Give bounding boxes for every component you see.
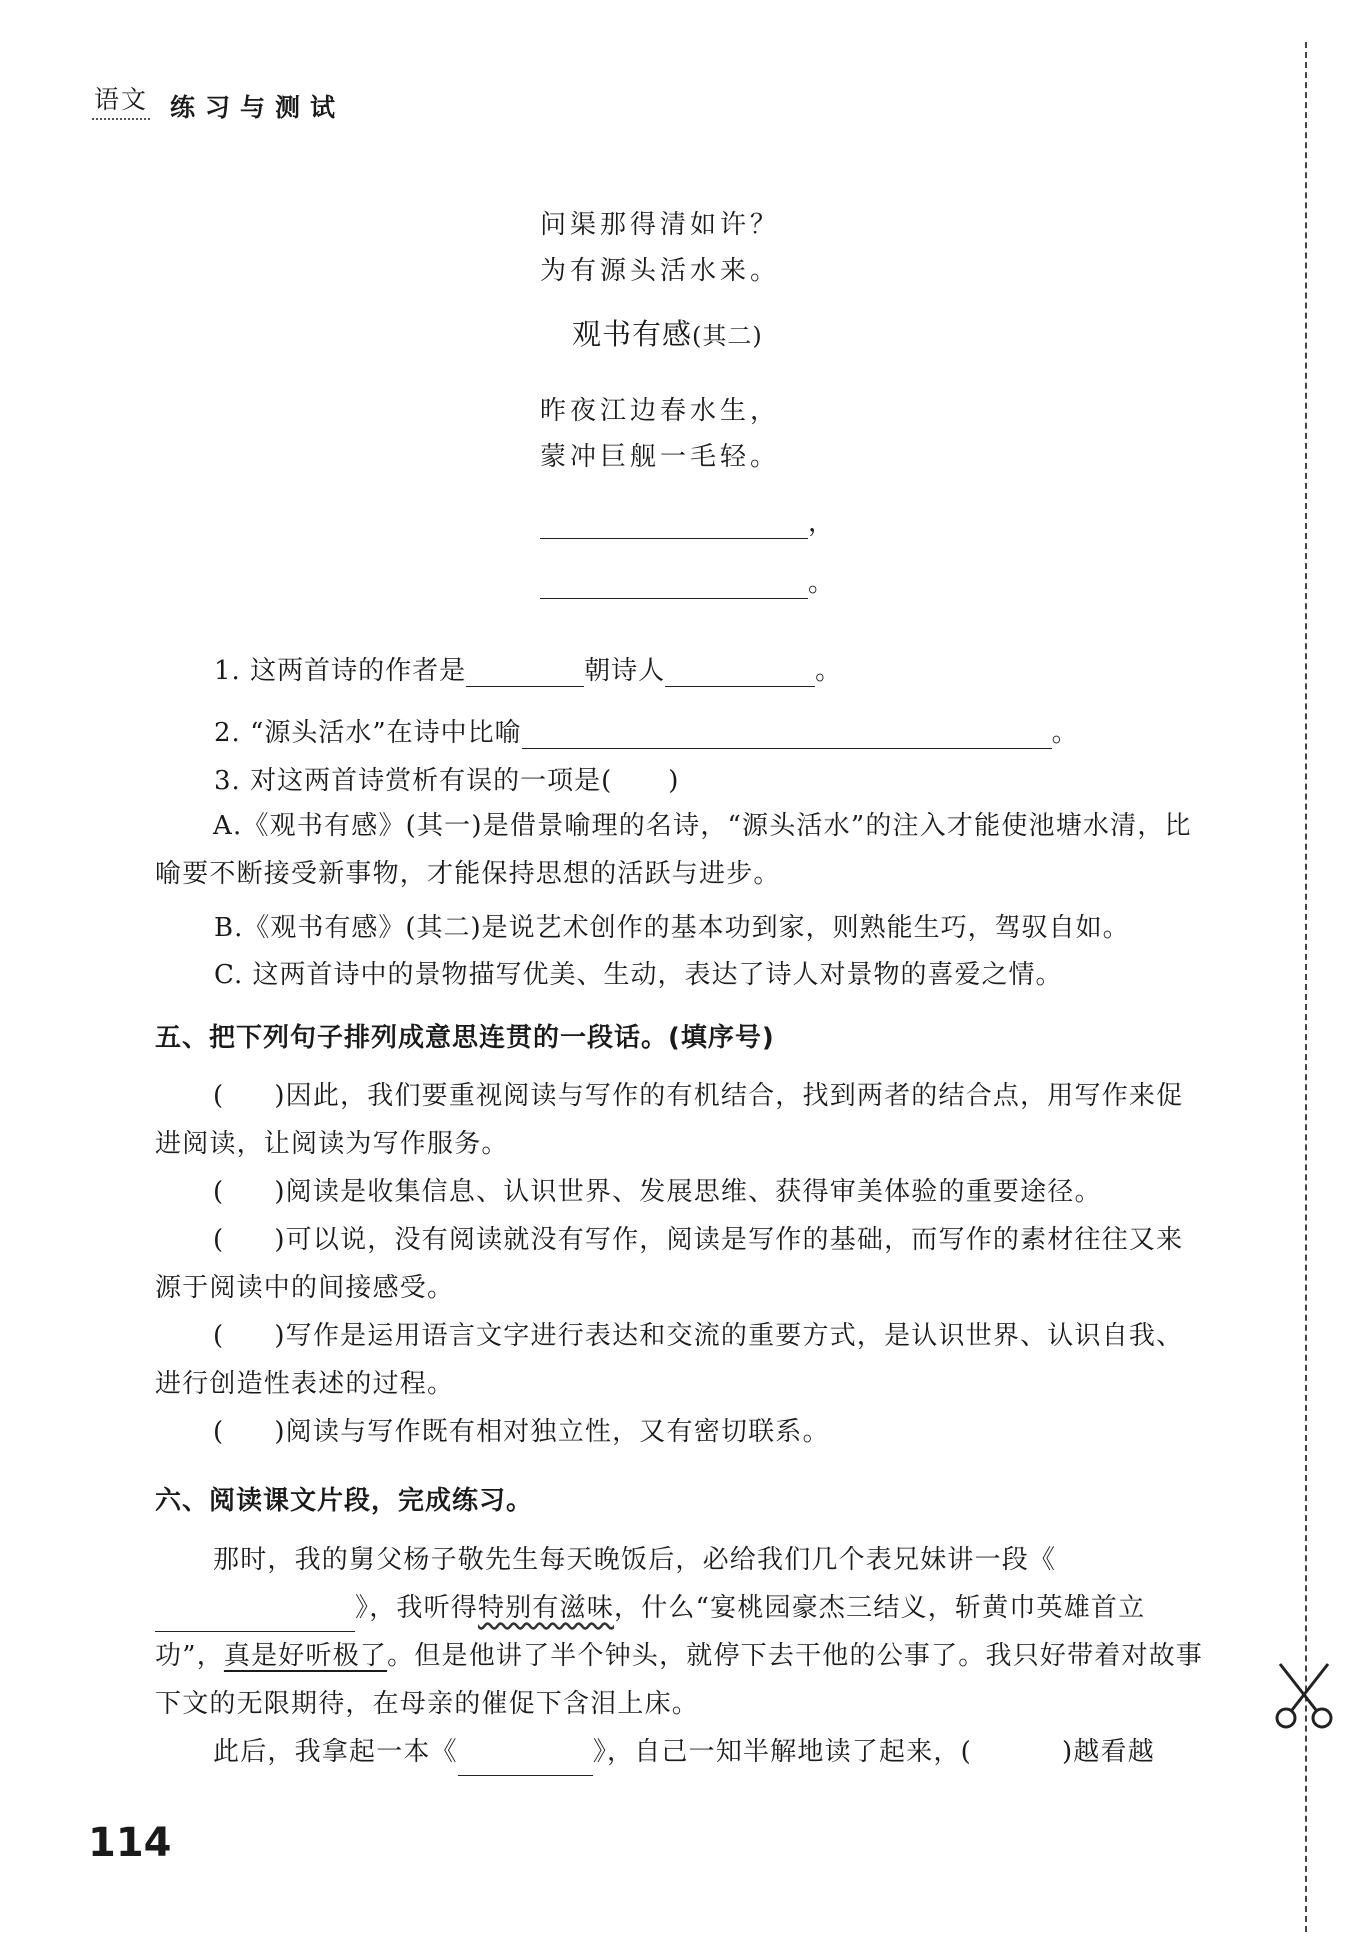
question-3 — [214, 760, 679, 797]
section5-item-3 — [155, 1216, 1205, 1312]
paren-open: ( — [213, 1081, 225, 1111]
poem1-line4: 为有源头活水来。 — [540, 256, 781, 286]
p2-text-b: 》，自己一知半解地读了起来，( — [592, 1737, 972, 1767]
p1-text-a: 那时，我的舅父杨子敬先生每天晚饭后，必给我们几个表兄妹讲一段《 — [213, 1545, 1057, 1575]
question-2 — [214, 712, 1079, 749]
poem2-blank-line1 — [540, 502, 838, 539]
section6-paragraph-2 — [155, 1728, 1205, 1776]
poem2-title — [572, 312, 763, 353]
p2-text-a: 此后，我拿起一本《 — [213, 1737, 458, 1767]
scissors-icon — [1272, 1660, 1336, 1730]
p1-wavy-phrase: 特别有滋味 — [478, 1593, 615, 1623]
section5-item-2 — [155, 1168, 1205, 1216]
poem2-line1: 昨夜江边春水生， — [540, 396, 781, 426]
book-title-blank[interactable] — [155, 1605, 355, 1632]
q1-blank-poet[interactable] — [665, 660, 815, 687]
punctuation: 。 — [808, 568, 839, 598]
page-number: 114 — [88, 1820, 172, 1866]
q2-blank[interactable] — [522, 722, 1052, 749]
header-subject: 语文 — [92, 80, 150, 120]
q2-text-b: 。 — [1051, 718, 1079, 748]
poem2-line2: 蒙冲巨舰一毛轻。 — [540, 442, 781, 472]
q1-text-b: 朝诗人 — [584, 656, 666, 686]
item-text: )可以说，没有阅读就没有写作，阅读是写作的基础，而写作的素材往往又来源于阅读中的间接感受。 — [155, 1225, 1184, 1303]
item-text: )阅读与写作既有相对独立性，又有密切联系。 — [274, 1417, 830, 1447]
poem2-subtitle: (其二) — [692, 322, 763, 350]
paren-open: ( — [213, 1177, 225, 1207]
option-c: C. 这两首诗中的景物描写优美、生动，表达了诗人对景物的喜爱之情。 — [214, 960, 1063, 990]
section5-item-1 — [155, 1072, 1205, 1168]
section5-item-4 — [155, 1312, 1205, 1408]
answer-blank[interactable] — [540, 512, 808, 539]
section6-title: 六、阅读课文片段，完成练习。 — [155, 1486, 534, 1516]
p1-underlined-phrase: 真是好听极了 — [223, 1641, 388, 1671]
book-title-blank[interactable] — [458, 1749, 593, 1776]
p1-text-d: ，什么“宴桃园豪杰三结义，斩黄巾英雄首立功”， — [155, 1593, 1146, 1671]
q3-text-a: 3. 对这两首诗赏析有误的一项是( — [214, 766, 613, 796]
q1-blank-dynasty[interactable] — [466, 660, 584, 687]
section5-title: 五、把下列句子排列成意思连贯的一段话。(填序号) — [155, 1023, 775, 1053]
p1-text-b: 》，我听得 — [355, 1593, 479, 1623]
paren-open: ( — [213, 1417, 225, 1447]
section6-paragraph-1 — [155, 1536, 1205, 1728]
q1-text-a: 1. 这两首诗的作者是 — [214, 656, 467, 686]
cut-line — [1305, 42, 1307, 1932]
poem1-line3: 问渠那得清如许？ — [540, 210, 781, 240]
poem2-blank-line2 — [540, 562, 838, 599]
header-title: 练习与测试 — [170, 93, 346, 122]
q3-text-b: ) — [668, 766, 680, 796]
question-1 — [214, 650, 842, 687]
q2-text-a: 2. “源头活水”在诗中比喻 — [214, 718, 522, 748]
answer-blank[interactable] — [540, 572, 808, 599]
poem2-title-text: 观书有感 — [572, 317, 693, 351]
q1-text-c: 。 — [815, 656, 843, 686]
punctuation: ， — [808, 508, 839, 538]
item-text: )因此，我们要重视阅读与写作的有机结合，找到两者的结合点，用写作来促进阅读，让阅读为写作服务。 — [155, 1081, 1184, 1159]
item-text: )写作是运用语言文字进行表达和交流的重要方式，是认识世界、认识自我、进行创造性表述的过程。 — [155, 1321, 1184, 1399]
paren-open: ( — [213, 1321, 225, 1351]
paren-open: ( — [213, 1225, 225, 1255]
p1-text-f: 。但是他讲了半个钟头，就停下去干他的公事了。我只好带着对故事下文的无限期待，在母亲的催促下含泪上床。 — [155, 1641, 1204, 1719]
section5-item-5 — [155, 1408, 1205, 1456]
p2-text-c: )越看越 — [1061, 1737, 1155, 1767]
option-b: B.《观书有感》(其二)是说艺术创作的基本功到家，则熟能生巧，驾驭自如。 — [214, 913, 1130, 943]
item-text: )阅读是收集信息、认识世界、发展思维、获得审美体验的重要途径。 — [274, 1177, 1102, 1207]
option-a: A.《观书有感》(其一)是借景喻理的名诗，“源头活水”的注入才能使池塘水清，比喻要不断接受新事物，才能保持思想的活跃与进步。 — [155, 811, 1192, 889]
